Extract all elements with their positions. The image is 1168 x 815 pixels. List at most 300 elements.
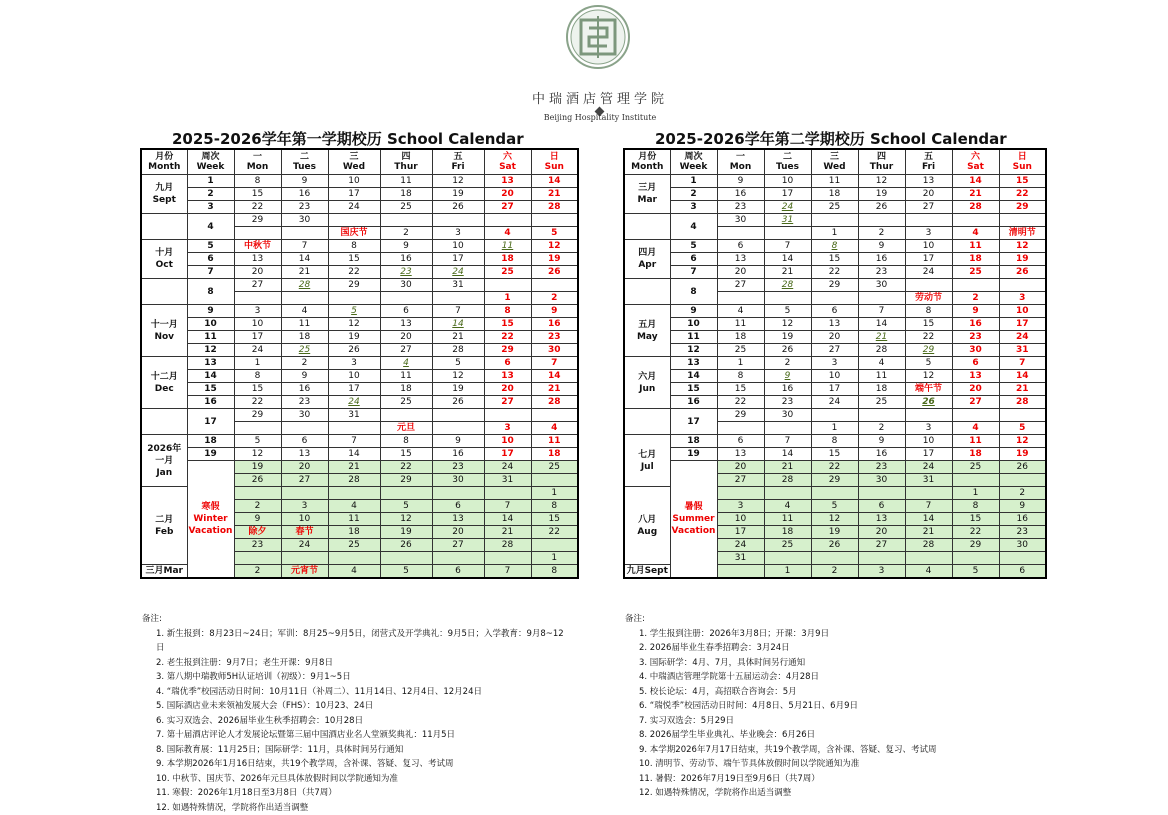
- week-cell: 6: [670, 253, 717, 266]
- day-cell: 4: [380, 357, 432, 370]
- thu-header: 四 Thur: [380, 149, 432, 175]
- day-cell: [281, 552, 328, 565]
- week-cell: 8: [670, 279, 717, 305]
- day-cell: 27: [234, 279, 281, 292]
- table-row: [624, 240, 1046, 253]
- day-cell: 18: [717, 331, 764, 344]
- table-row: [141, 383, 578, 396]
- day-cell: 14: [858, 318, 905, 331]
- day-cell: 16: [717, 188, 764, 201]
- day-cell: [811, 552, 858, 565]
- week-cell: 18: [187, 435, 234, 448]
- day-cell: 6: [952, 357, 999, 370]
- sun-header: 日 Sun: [999, 149, 1046, 175]
- day-cell: 25: [380, 396, 432, 409]
- day-cell: [484, 214, 531, 227]
- day-cell: 5: [380, 500, 432, 513]
- table-row: [141, 318, 578, 331]
- day-cell: 7: [858, 305, 905, 318]
- week-cell: 3: [670, 201, 717, 214]
- day-cell: 29: [811, 279, 858, 292]
- day-cell: 5: [905, 357, 952, 370]
- day-cell: 25: [717, 344, 764, 357]
- day-cell: 8: [380, 435, 432, 448]
- day-cell: 15: [380, 448, 432, 461]
- week-cell: 2: [670, 188, 717, 201]
- day-cell: [380, 552, 432, 565]
- day-cell: 11: [952, 240, 999, 253]
- day-cell: 6: [999, 565, 1046, 579]
- day-cell: 9: [281, 175, 328, 188]
- table-row: [141, 344, 578, 357]
- day-cell: 5: [531, 227, 578, 240]
- day-cell: 1: [811, 227, 858, 240]
- day-cell: [858, 552, 905, 565]
- day-cell: [952, 279, 999, 292]
- week-cell: 5: [187, 240, 234, 253]
- day-cell: 5: [952, 565, 999, 579]
- day-cell: [905, 214, 952, 227]
- note-item: 7. 第十届酒店评论人才发展论坛暨第三届中国酒店业名人堂颁奖典礼：11月5日: [142, 728, 572, 743]
- day-cell: 1: [234, 357, 281, 370]
- day-cell: 6: [281, 435, 328, 448]
- tue-header: 二 Tues: [764, 149, 811, 175]
- day-cell: 22: [531, 526, 578, 539]
- day-cell: 29: [328, 279, 380, 292]
- week-cell: 16: [670, 396, 717, 409]
- day-cell: [858, 409, 905, 422]
- day-cell: 27: [952, 396, 999, 409]
- week-cell: 15: [187, 383, 234, 396]
- day-cell: 25: [811, 201, 858, 214]
- day-cell: 21: [764, 461, 811, 474]
- day-cell: 15: [234, 383, 281, 396]
- month-gap: [141, 214, 187, 240]
- day-cell: 2: [234, 500, 281, 513]
- day-cell: [717, 565, 764, 579]
- week-cell: 6: [187, 253, 234, 266]
- day-cell: 17: [999, 318, 1046, 331]
- day-cell: 27: [484, 396, 531, 409]
- day-cell: 28: [328, 474, 380, 487]
- day-cell: 15: [905, 318, 952, 331]
- table-row: [624, 253, 1046, 266]
- week-cell: 9: [187, 305, 234, 318]
- day-cell: 2: [952, 292, 999, 305]
- day-cell: 4: [905, 565, 952, 579]
- day-cell: 3: [484, 422, 531, 435]
- day-cell: 18: [952, 448, 999, 461]
- day-cell: 3: [717, 500, 764, 513]
- day-cell: 14: [281, 253, 328, 266]
- note-item: 10. 清明节、劳动节、端午节具体放假时间以学院通知为准: [625, 757, 1055, 772]
- day-cell: 20: [905, 188, 952, 201]
- day-cell: 25: [281, 344, 328, 357]
- week-header: 周次 Week: [670, 149, 717, 175]
- day-cell: [328, 214, 380, 227]
- day-cell: 19: [328, 331, 380, 344]
- day-cell: 21: [531, 383, 578, 396]
- day-cell: 17: [328, 383, 380, 396]
- day-cell: 3: [811, 357, 858, 370]
- note-item: 4. “瑞优季”校园活动日时间：10月11日（补周二）、11月14日、12月4日、12月24日: [142, 685, 572, 700]
- week-cell: 17: [670, 409, 717, 435]
- day-cell: 22: [905, 331, 952, 344]
- day-cell: 4: [717, 305, 764, 318]
- day-cell: 28: [905, 539, 952, 552]
- week-header: 周次 Week: [187, 149, 234, 175]
- day-cell: 31: [999, 344, 1046, 357]
- day-cell: 29: [999, 201, 1046, 214]
- month-mar: 三月 Mar: [624, 175, 670, 214]
- day-cell: 7: [764, 240, 811, 253]
- holiday-eve: 除夕: [234, 526, 281, 539]
- day-cell: 16: [999, 513, 1046, 526]
- day-cell: 11: [717, 318, 764, 331]
- day-cell: 12: [999, 435, 1046, 448]
- wed-header: 三 Wed: [811, 149, 858, 175]
- day-cell: 5: [811, 500, 858, 513]
- day-cell: 21: [328, 461, 380, 474]
- notes-title: 备注:: [142, 612, 572, 627]
- day-cell: 20: [484, 383, 531, 396]
- day-cell: [531, 409, 578, 422]
- header-row: [624, 149, 1046, 175]
- day-cell: 26: [432, 396, 484, 409]
- day-cell: 30: [432, 474, 484, 487]
- note-item: 5. 国际酒店业未来领袖发展大会（FHS）：10月23、24日: [142, 699, 572, 714]
- day-cell: 10: [717, 513, 764, 526]
- day-cell: [764, 422, 811, 435]
- day-cell: 24: [281, 539, 328, 552]
- day-cell: 18: [811, 188, 858, 201]
- day-cell: 20: [952, 383, 999, 396]
- week-cell: 7: [187, 266, 234, 279]
- day-cell: 8: [811, 435, 858, 448]
- day-cell: [717, 292, 764, 305]
- day-cell: 12: [999, 240, 1046, 253]
- week-cell: 11: [187, 331, 234, 344]
- day-cell: 15: [999, 175, 1046, 188]
- day-cell: 21: [764, 266, 811, 279]
- sem2-notes: [625, 612, 1055, 801]
- day-cell: 29: [952, 539, 999, 552]
- day-cell: 10: [328, 175, 380, 188]
- day-cell: 24: [328, 396, 380, 409]
- day-cell: 7: [999, 357, 1046, 370]
- day-cell: 22: [380, 461, 432, 474]
- day-cell: 8: [328, 240, 380, 253]
- day-cell: [905, 552, 952, 565]
- summer-vacation-label: 暑假 Summer Vacation: [670, 461, 717, 579]
- day-cell: 15: [328, 253, 380, 266]
- day-cell: 28: [764, 474, 811, 487]
- table-row: [141, 175, 578, 188]
- day-cell: 17: [484, 448, 531, 461]
- day-cell: 31: [484, 474, 531, 487]
- day-cell: 23: [281, 201, 328, 214]
- day-cell: 21: [281, 266, 328, 279]
- day-cell: [999, 409, 1046, 422]
- day-cell: 22: [811, 461, 858, 474]
- note-item: 3. 第八期中瑞教师5H认证培训（初级）：9月1~5日: [142, 670, 572, 685]
- month-oct: 十月 Oct: [141, 240, 187, 279]
- day-cell: 6: [858, 500, 905, 513]
- table-row: [624, 357, 1046, 370]
- table-row: [141, 214, 578, 227]
- day-cell: 28: [531, 396, 578, 409]
- month-sep: 九月Sept: [624, 565, 670, 579]
- day-cell: 9: [952, 305, 999, 318]
- day-cell: [234, 487, 281, 500]
- month-dec: 十二月 Dec: [141, 357, 187, 409]
- day-cell: 10: [905, 435, 952, 448]
- note-item: 12. 如遇特殊情况，学院将作出适当调整: [625, 786, 1055, 801]
- day-cell: 27: [858, 539, 905, 552]
- day-cell: [952, 474, 999, 487]
- day-cell: 25: [484, 266, 531, 279]
- day-cell: 4: [328, 565, 380, 579]
- day-cell: [484, 409, 531, 422]
- month-apr: 四月 Apr: [624, 240, 670, 279]
- table-row: [624, 461, 1046, 474]
- day-cell: 12: [432, 370, 484, 383]
- day-cell: 3: [281, 500, 328, 513]
- day-cell: 12: [764, 318, 811, 331]
- day-cell: 15: [717, 383, 764, 396]
- day-cell: 27: [281, 474, 328, 487]
- day-cell: 24: [234, 344, 281, 357]
- day-cell: 31: [905, 474, 952, 487]
- day-cell: [281, 487, 328, 500]
- day-cell: 31: [328, 409, 380, 422]
- table-row: [624, 370, 1046, 383]
- day-cell: [484, 552, 531, 565]
- day-cell: 3: [858, 565, 905, 579]
- table-row: [624, 214, 1046, 227]
- day-cell: 13: [811, 318, 858, 331]
- day-cell: [952, 409, 999, 422]
- day-cell: 12: [380, 513, 432, 526]
- table-row: [141, 370, 578, 383]
- week-cell: 2: [187, 188, 234, 201]
- table-row: [141, 461, 578, 474]
- week-cell: 17: [187, 409, 234, 435]
- table-row: [624, 396, 1046, 409]
- table-row: [624, 318, 1046, 331]
- day-cell: 21: [999, 383, 1046, 396]
- day-cell: 7: [484, 565, 531, 579]
- day-cell: [432, 552, 484, 565]
- day-cell: [811, 409, 858, 422]
- day-cell: 8: [531, 565, 578, 579]
- day-cell: 20: [432, 526, 484, 539]
- day-cell: 19: [432, 383, 484, 396]
- day-cell: 18: [484, 253, 531, 266]
- day-cell: 1: [531, 487, 578, 500]
- day-cell: 17: [764, 188, 811, 201]
- day-cell: 6: [380, 305, 432, 318]
- day-cell: 23: [717, 201, 764, 214]
- day-cell: 28: [432, 344, 484, 357]
- day-cell: 6: [432, 500, 484, 513]
- day-cell: 30: [952, 344, 999, 357]
- day-cell: [811, 214, 858, 227]
- day-cell: 7: [281, 240, 328, 253]
- day-cell: [952, 552, 999, 565]
- note-item: 11. 寒假：2026年1月18日至3月8日（共7周）: [142, 786, 572, 801]
- wed-header: 三 Wed: [328, 149, 380, 175]
- day-cell: 14: [484, 513, 531, 526]
- day-cell: 18: [952, 253, 999, 266]
- day-cell: 21: [905, 526, 952, 539]
- day-cell: 13: [484, 370, 531, 383]
- day-cell: 31: [432, 279, 484, 292]
- day-cell: 9: [281, 370, 328, 383]
- table-row: [141, 409, 578, 422]
- day-cell: [905, 409, 952, 422]
- day-cell: 9: [999, 500, 1046, 513]
- day-cell: 11: [858, 370, 905, 383]
- day-cell: 13: [717, 253, 764, 266]
- day-cell: 8: [531, 500, 578, 513]
- day-cell: 26: [811, 539, 858, 552]
- table-row: [141, 240, 578, 253]
- day-cell: 24: [905, 461, 952, 474]
- day-cell: [432, 214, 484, 227]
- day-cell: 2: [858, 227, 905, 240]
- day-cell: 10: [234, 318, 281, 331]
- day-cell: 24: [764, 201, 811, 214]
- day-cell: 11: [380, 370, 432, 383]
- note-item: 2. 老生报到注册：9月7日；老生开课：9月8日: [142, 656, 572, 671]
- day-cell: 16: [952, 318, 999, 331]
- day-cell: 26: [764, 344, 811, 357]
- day-cell: 31: [764, 214, 811, 227]
- week-cell: 4: [187, 214, 234, 240]
- fri-header: 五 Fri: [432, 149, 484, 175]
- month-header: 月份 Month: [141, 149, 187, 175]
- sat-header: 六 Sat: [484, 149, 531, 175]
- day-cell: 12: [432, 175, 484, 188]
- day-cell: 20: [380, 331, 432, 344]
- note-item: 1. 学生报到注册：2026年3月8日；开课：3月9日: [625, 627, 1055, 642]
- note-item: 1. 新生报到：8月23日~24日；军训：8月25~9月5日，闭营式及开学典礼：9月5日；入学教育：9月8~12日: [142, 627, 572, 656]
- tue-header: 二 Tues: [281, 149, 328, 175]
- sun-header: 日 Sun: [531, 149, 578, 175]
- month-gap: [141, 279, 187, 305]
- day-cell: 4: [531, 422, 578, 435]
- day-cell: [952, 214, 999, 227]
- day-cell: 16: [764, 383, 811, 396]
- note-item: 6. “瑞悦季”校园活动日时间：4月8日、5月21日、6月9日: [625, 699, 1055, 714]
- day-cell: 18: [281, 331, 328, 344]
- day-cell: 27: [484, 201, 531, 214]
- day-cell: 18: [764, 526, 811, 539]
- day-cell: 11: [531, 435, 578, 448]
- day-cell: 20: [858, 526, 905, 539]
- day-cell: 2: [999, 487, 1046, 500]
- day-cell: [380, 214, 432, 227]
- day-cell: 16: [380, 253, 432, 266]
- day-cell: 27: [432, 539, 484, 552]
- table-row: [141, 188, 578, 201]
- holiday-national: 国庆节: [328, 227, 380, 240]
- school-name-cn: 中瑞酒店管理学院: [520, 88, 680, 107]
- day-cell: 27: [380, 344, 432, 357]
- day-cell: 22: [234, 396, 281, 409]
- month-sep: 九月 Sept: [141, 175, 187, 214]
- day-cell: 10: [328, 370, 380, 383]
- day-cell: [717, 487, 764, 500]
- day-cell: [432, 487, 484, 500]
- table-row: [624, 188, 1046, 201]
- day-cell: 12: [234, 448, 281, 461]
- day-cell: 25: [764, 539, 811, 552]
- month-gap: [624, 214, 670, 240]
- day-cell: 30: [858, 474, 905, 487]
- day-cell: 12: [531, 240, 578, 253]
- month-nov: 十一月 Nov: [141, 305, 187, 357]
- day-cell: 19: [380, 526, 432, 539]
- day-cell: 2: [281, 357, 328, 370]
- day-cell: 28: [858, 344, 905, 357]
- day-cell: [328, 422, 380, 435]
- day-cell: 9: [234, 513, 281, 526]
- day-cell: 16: [858, 448, 905, 461]
- day-cell: 26: [328, 344, 380, 357]
- day-cell: [858, 292, 905, 305]
- day-cell: 17: [905, 253, 952, 266]
- day-cell: 27: [717, 474, 764, 487]
- day-cell: 13: [952, 370, 999, 383]
- table-row: [141, 253, 578, 266]
- day-cell: 5: [380, 565, 432, 579]
- day-cell: 17: [432, 253, 484, 266]
- day-cell: 27: [811, 344, 858, 357]
- day-cell: 7: [905, 500, 952, 513]
- note-item: 11. 暑假：2026年7月19日至9月6日（共7周）: [625, 772, 1055, 787]
- day-cell: 3: [432, 227, 484, 240]
- day-cell: 12: [858, 175, 905, 188]
- thu-header: 四 Thur: [858, 149, 905, 175]
- table-row: [624, 448, 1046, 461]
- month-jun: 六月 Jun: [624, 357, 670, 409]
- day-cell: 6: [717, 240, 764, 253]
- day-cell: 23: [858, 266, 905, 279]
- day-cell: 5: [234, 435, 281, 448]
- day-cell: 19: [999, 253, 1046, 266]
- day-cell: 3: [905, 227, 952, 240]
- day-cell: 29: [905, 344, 952, 357]
- day-cell: 10: [764, 175, 811, 188]
- day-cell: [764, 552, 811, 565]
- day-cell: 30: [764, 409, 811, 422]
- day-cell: 14: [432, 318, 484, 331]
- day-cell: 20: [234, 266, 281, 279]
- day-cell: 9: [717, 175, 764, 188]
- day-cell: 25: [328, 539, 380, 552]
- day-cell: 23: [531, 331, 578, 344]
- week-cell: 14: [187, 370, 234, 383]
- day-cell: 1: [952, 487, 999, 500]
- day-cell: 1: [484, 292, 531, 305]
- day-cell: 19: [764, 331, 811, 344]
- day-cell: [484, 487, 531, 500]
- day-cell: 4: [484, 227, 531, 240]
- day-cell: 22: [484, 331, 531, 344]
- day-cell: 10: [281, 513, 328, 526]
